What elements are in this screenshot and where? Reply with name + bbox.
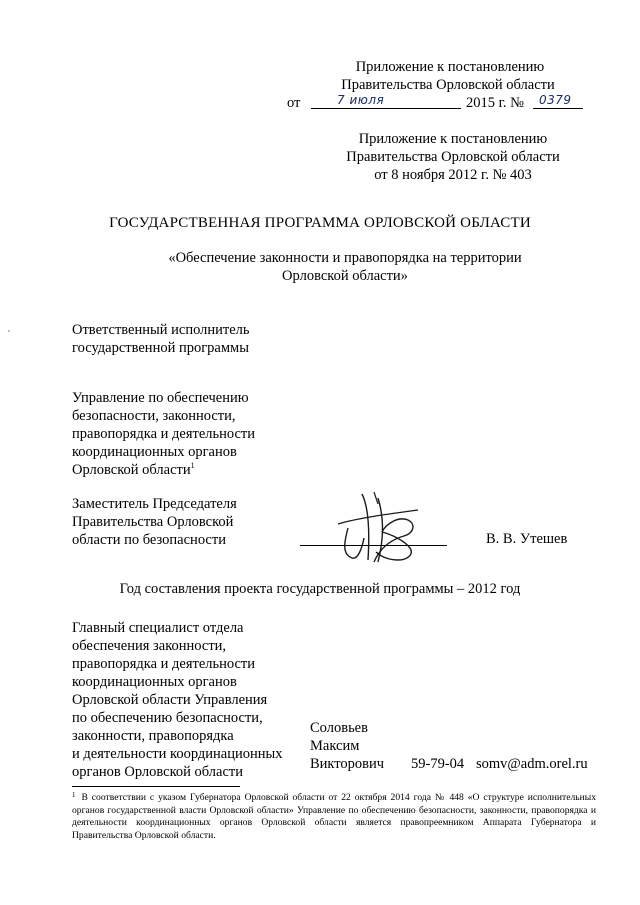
- contact-position-line: обеспечения законности,: [72, 638, 227, 654]
- contact-email: somv@adm.orel.ru: [476, 756, 588, 772]
- contact-position-line: Главный специалист отдела: [72, 620, 244, 636]
- footnote: [72, 789, 596, 842]
- footnote-reference: 1: [190, 461, 195, 471]
- position-line: области по безопасности: [72, 532, 226, 548]
- appendix-original-block: [328, 130, 578, 184]
- position-line: Правительства Орловской: [72, 514, 234, 530]
- appendix-current-line1: Приложение к постановлению: [355, 59, 545, 75]
- org-line: координационных органов: [72, 444, 237, 460]
- contact-position-line: правопорядка и деятельности: [72, 656, 256, 672]
- handwritten-signature: [318, 488, 438, 568]
- contact-first-name: Максим: [310, 738, 360, 754]
- appendix-current-date-line: [287, 94, 587, 114]
- subtitle-line1: «Обеспечение законности и правопорядка на территории: [168, 250, 522, 266]
- contact-phone: 59-79-04: [411, 756, 465, 772]
- contact-position-line: законности, правопорядка: [72, 728, 234, 744]
- handwritten-date: 7 июля: [337, 93, 385, 107]
- footnote-text: В соответствии с указом Губернатора Орловской области от 22 октября 2014 года № 448 «О структуре исполнительных органов государственной власти Орловской области» Управление по обеспечению безопасности, законности, правопорядка и деятельности координационных органов Орловской области является правопреемником Аппарата Губернатора и Правительства Орловской области.: [72, 792, 596, 841]
- contact-position-line: по обеспечению безопасности,: [72, 710, 263, 726]
- responsible-label-line2: государственной программы: [72, 340, 249, 356]
- program-title: ГОСУДАРСТВЕННАЯ ПРОГРАММА ОРЛОВСКОЙ ОБЛАСТИ: [109, 215, 531, 231]
- year-number-label: 2015 г. №: [466, 95, 525, 111]
- compilation-year: Год составления проекта государственной программы – 2012 год: [119, 581, 521, 597]
- signatory-position: [72, 495, 237, 549]
- subtitle-line2: Орловской области»: [282, 268, 408, 284]
- contact-name: [310, 719, 384, 773]
- footnote-separator: [72, 786, 240, 787]
- handwritten-number: 0379: [539, 93, 572, 107]
- date-underline: [311, 108, 461, 109]
- org-line-last: [72, 461, 255, 479]
- signatory-name: В. В. Утешев: [486, 531, 568, 547]
- program-subtitle: [140, 249, 550, 285]
- org-line-text: Орловской области: [72, 462, 191, 478]
- contact-position-line: Орловской области Управления: [72, 692, 268, 708]
- contact-position-line: и деятельности координационных: [72, 746, 283, 762]
- org-line: правопорядка и деятельности: [72, 426, 256, 442]
- appendix-original-line3: от 8 ноября 2012 г. № 403: [374, 167, 532, 183]
- contact-position-line: координационных органов: [72, 674, 237, 690]
- responsible-organization: [72, 389, 255, 479]
- scan-mark: [8, 330, 10, 332]
- contact-position-line: органов Орловской области: [72, 764, 243, 780]
- org-line: Управление по обеспечению: [72, 390, 249, 406]
- contact-surname: Соловьев: [310, 720, 368, 736]
- org-line: безопасности, законности,: [72, 408, 236, 424]
- responsible-label-line1: Ответственный исполнитель: [72, 322, 250, 338]
- appendix-original-line1: Приложение к постановлению: [358, 131, 548, 147]
- footnote-mark: 1: [72, 791, 76, 799]
- contact-patronymic: Викторович: [310, 756, 385, 772]
- from-label: от: [287, 95, 301, 111]
- appendix-original-line2: Правительства Орловской области: [346, 149, 560, 165]
- responsible-label: [72, 321, 250, 357]
- appendix-current-line2: Правительства Орловской области: [341, 77, 555, 93]
- contact-position: [72, 619, 283, 781]
- appendix-current-block: [340, 58, 560, 94]
- position-line: Заместитель Председателя: [72, 496, 237, 512]
